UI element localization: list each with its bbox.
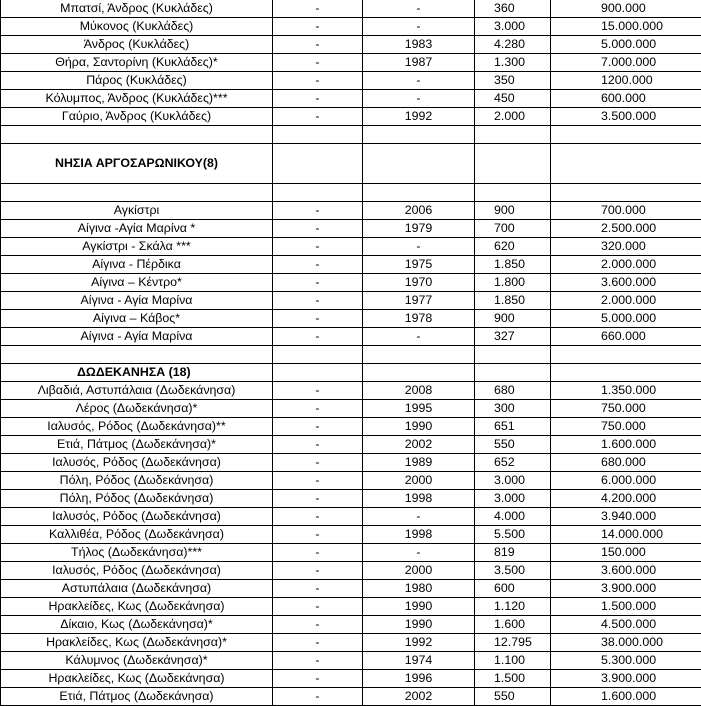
- capacity-cell: 3.000: [475, 490, 551, 508]
- type-cell: -: [273, 54, 363, 72]
- capacity-cell: 1.600: [475, 616, 551, 634]
- cost-cell: 3.940.000: [551, 508, 701, 526]
- year-cell: 1970: [363, 274, 475, 292]
- cost-cell: 1.600.000: [551, 436, 701, 454]
- capacity-cell: 1.300: [475, 54, 551, 72]
- empty-cell: [363, 184, 475, 202]
- capacity-cell: 900: [475, 310, 551, 328]
- year-cell: 1978: [363, 310, 475, 328]
- location-cell: Αίγινα – Κέντρο*: [1, 274, 273, 292]
- capacity-cell: 327: [475, 328, 551, 346]
- location-cell: Πόλη, Ρόδος (Δωδεκάνησα): [1, 490, 273, 508]
- location-cell: Ηρακλείδες, Κως (Δωδεκάνησα): [1, 598, 273, 616]
- type-cell: -: [273, 220, 363, 238]
- location-cell: Ετιά, Πάτμος (Δωδεκάνησα)*: [1, 436, 273, 454]
- year-cell: -: [363, 90, 475, 108]
- empty-cell: [475, 346, 551, 364]
- empty-cell: [363, 346, 475, 364]
- location-cell: Αίγινα - Αγία Μαρίνα: [1, 292, 273, 310]
- year-cell: 1974: [363, 652, 475, 670]
- year-cell: 2000: [363, 562, 475, 580]
- cost-cell: 3.500.000: [551, 108, 701, 126]
- capacity-cell: 4.280: [475, 36, 551, 54]
- empty-cell: [551, 126, 701, 144]
- cost-cell: 2.000.000: [551, 256, 701, 274]
- table-row: [1, 598, 701, 616]
- capacity-cell: 1.850: [475, 292, 551, 310]
- table-row: [1, 36, 701, 54]
- capacity-cell: 652: [475, 454, 551, 472]
- cost-cell: 7.000.000: [551, 54, 701, 72]
- year-cell: 2008: [363, 382, 475, 400]
- location-cell: Αγκίστρι: [1, 202, 273, 220]
- table-row: [1, 18, 701, 36]
- cost-cell: 6.000.000: [551, 472, 701, 490]
- location-cell: Μπατσί, Άνδρος (Κυκλάδες): [1, 0, 273, 18]
- type-cell: -: [273, 670, 363, 688]
- capacity-cell: 360: [475, 0, 551, 18]
- cost-cell: 2.000.000: [551, 292, 701, 310]
- type-cell: -: [273, 454, 363, 472]
- section-title: ΔΩΔΕΚΑΝΗΣΑ (18): [1, 364, 273, 382]
- capacity-cell: 4.000: [475, 508, 551, 526]
- year-cell: -: [363, 328, 475, 346]
- location-cell: Ιαλυσός, Ρόδος (Δωδεκάνησα): [1, 454, 273, 472]
- section-header-row: [1, 364, 701, 382]
- year-cell: 1992: [363, 108, 475, 126]
- type-cell: -: [273, 472, 363, 490]
- capacity-cell: 1.120: [475, 598, 551, 616]
- cost-cell: 600.000: [551, 90, 701, 108]
- location-cell: Κόλυμπος, Άνδρος (Κυκλάδες)***: [1, 90, 273, 108]
- year-cell: 2002: [363, 688, 475, 706]
- year-cell: 1979: [363, 220, 475, 238]
- empty-cell: [363, 144, 475, 184]
- capacity-cell: 1.100: [475, 652, 551, 670]
- table-row: [1, 634, 701, 652]
- cost-cell: 3.600.000: [551, 274, 701, 292]
- table-row: [1, 90, 701, 108]
- type-cell: -: [273, 418, 363, 436]
- capacity-cell: 550: [475, 436, 551, 454]
- location-cell: Λιβαδιά, Αστυπάλαια (Δωδεκάνησα): [1, 382, 273, 400]
- table-row: [1, 54, 701, 72]
- empty-cell: [1, 346, 273, 364]
- cost-cell: 900.000: [551, 0, 701, 18]
- year-cell: 1975: [363, 256, 475, 274]
- cost-cell: 5.000.000: [551, 36, 701, 54]
- capacity-cell: 1.850: [475, 256, 551, 274]
- year-cell: 2000: [363, 472, 475, 490]
- cost-cell: 700.000: [551, 202, 701, 220]
- table-row: [1, 274, 701, 292]
- type-cell: -: [273, 256, 363, 274]
- table-row: [1, 472, 701, 490]
- year-cell: 1983: [363, 36, 475, 54]
- location-cell: Άνδρος (Κυκλάδες): [1, 36, 273, 54]
- capacity-cell: 620: [475, 238, 551, 256]
- location-cell: Κάλυμνος (Δωδεκάνησα)*: [1, 652, 273, 670]
- table-row: [1, 454, 701, 472]
- capacity-cell: 900: [475, 202, 551, 220]
- type-cell: -: [273, 544, 363, 562]
- capacity-cell: 3.000: [475, 18, 551, 36]
- cost-cell: 4.500.000: [551, 616, 701, 634]
- table-row: [1, 256, 701, 274]
- year-cell: 1990: [363, 616, 475, 634]
- table-row: [1, 202, 701, 220]
- year-cell: 1990: [363, 418, 475, 436]
- table-row: [1, 616, 701, 634]
- year-cell: 1989: [363, 454, 475, 472]
- location-cell: Πάρος (Κυκλάδες): [1, 72, 273, 90]
- type-cell: -: [273, 108, 363, 126]
- empty-cell: [551, 184, 701, 202]
- location-cell: Καλλιθέα, Ρόδος (Δωδεκάνησα): [1, 526, 273, 544]
- year-cell: -: [363, 238, 475, 256]
- location-cell: Αγκίστρι - Σκάλα ***: [1, 238, 273, 256]
- cost-cell: 320.000: [551, 238, 701, 256]
- empty-cell: [551, 144, 701, 184]
- table-row: [1, 562, 701, 580]
- capacity-cell: 680: [475, 382, 551, 400]
- cost-cell: 3.900.000: [551, 580, 701, 598]
- type-cell: -: [273, 562, 363, 580]
- empty-cell: [551, 346, 701, 364]
- cost-cell: 750.000: [551, 418, 701, 436]
- table-row: [1, 508, 701, 526]
- table-row: [1, 238, 701, 256]
- type-cell: -: [273, 508, 363, 526]
- capacity-cell: 651: [475, 418, 551, 436]
- table-row: [1, 670, 701, 688]
- year-cell: 1977: [363, 292, 475, 310]
- empty-cell: [273, 346, 363, 364]
- cost-cell: 1.350.000: [551, 382, 701, 400]
- empty-cell: [551, 364, 701, 382]
- table-row: [1, 436, 701, 454]
- location-cell: Ετιά, Πάτμος (Δωδεκάνησα): [1, 688, 273, 706]
- table-row: [1, 382, 701, 400]
- location-cell: Ιαλυσός, Ρόδος (Δωδεκάνησα): [1, 562, 273, 580]
- section-header-row: [1, 144, 701, 184]
- empty-cell: [363, 364, 475, 382]
- cost-cell: 15.000.000: [551, 18, 701, 36]
- type-cell: -: [273, 382, 363, 400]
- year-cell: -: [363, 72, 475, 90]
- location-cell: Αίγινα - Αγία Μαρίνα: [1, 328, 273, 346]
- capacity-cell: 2.000: [475, 108, 551, 126]
- empty-cell: [475, 364, 551, 382]
- table-row: [1, 400, 701, 418]
- empty-cell: [1, 126, 273, 144]
- type-cell: -: [273, 328, 363, 346]
- year-cell: 2002: [363, 436, 475, 454]
- table-row: [1, 526, 701, 544]
- location-cell: Αίγινα – Κάβος*: [1, 310, 273, 328]
- location-cell: Αίγινα -Αγία Μαρίνα *: [1, 220, 273, 238]
- type-cell: -: [273, 274, 363, 292]
- type-cell: -: [273, 526, 363, 544]
- location-cell: Ιαλυσός, Ρόδος (Δωδεκάνησα): [1, 508, 273, 526]
- capacity-cell: 5.500: [475, 526, 551, 544]
- capacity-cell: 3.500: [475, 562, 551, 580]
- cost-cell: 680.000: [551, 454, 701, 472]
- section-title: ΝΗΣΙΑ ΑΡΓΟΣΑΡΩΝΙΚΟΥ(8): [1, 144, 273, 184]
- empty-cell: [273, 364, 363, 382]
- type-cell: -: [273, 616, 363, 634]
- type-cell: -: [273, 90, 363, 108]
- location-cell: Ηρακλείδες, Κως (Δωδεκάνησα): [1, 670, 273, 688]
- table-row: [1, 72, 701, 90]
- cost-cell: 38.000.000: [551, 634, 701, 652]
- table-row: [1, 108, 701, 126]
- table-row: [1, 544, 701, 562]
- table-row: [1, 652, 701, 670]
- type-cell: -: [273, 436, 363, 454]
- location-cell: Δίκαιο, Κως (Δωδεκάνησα)*: [1, 616, 273, 634]
- capacity-cell: 600: [475, 580, 551, 598]
- blank-row: [1, 184, 701, 202]
- location-cell: Αίγινα - Πέρδικα: [1, 256, 273, 274]
- type-cell: -: [273, 688, 363, 706]
- year-cell: 1987: [363, 54, 475, 72]
- capacity-cell: 1.800: [475, 274, 551, 292]
- capacity-cell: 300: [475, 400, 551, 418]
- cost-cell: 3.600.000: [551, 562, 701, 580]
- location-cell: Θήρα, Σαντορίνη (Κυκλάδες)*: [1, 54, 273, 72]
- type-cell: -: [273, 36, 363, 54]
- empty-cell: [273, 126, 363, 144]
- cost-cell: 4.200.000: [551, 490, 701, 508]
- cost-cell: 150.000: [551, 544, 701, 562]
- type-cell: -: [273, 598, 363, 616]
- year-cell: 1992: [363, 634, 475, 652]
- cost-cell: 5.000.000: [551, 310, 701, 328]
- type-cell: -: [273, 292, 363, 310]
- year-cell: -: [363, 544, 475, 562]
- type-cell: -: [273, 652, 363, 670]
- type-cell: -: [273, 72, 363, 90]
- location-cell: Γαύριο, Άνδρος (Κυκλάδες): [1, 108, 273, 126]
- empty-cell: [475, 184, 551, 202]
- capacity-cell: 700: [475, 220, 551, 238]
- type-cell: -: [273, 0, 363, 18]
- location-cell: Λέρος (Δωδεκάνησα)*: [1, 400, 273, 418]
- cost-cell: 14.000.000: [551, 526, 701, 544]
- type-cell: -: [273, 238, 363, 256]
- year-cell: 2006: [363, 202, 475, 220]
- cost-cell: 1.600.000: [551, 688, 701, 706]
- capacity-cell: 12.795: [475, 634, 551, 652]
- blank-row: [1, 346, 701, 364]
- capacity-cell: 450: [475, 90, 551, 108]
- table-row: [1, 328, 701, 346]
- cost-cell: 1.500.000: [551, 598, 701, 616]
- table-row: [1, 310, 701, 328]
- type-cell: -: [273, 310, 363, 328]
- year-cell: -: [363, 18, 475, 36]
- type-cell: -: [273, 202, 363, 220]
- capacity-cell: 1.500: [475, 670, 551, 688]
- table-row: [1, 418, 701, 436]
- location-cell: Αστυπάλαια (Δωδεκάνησα): [1, 580, 273, 598]
- blank-row: [1, 126, 701, 144]
- type-cell: -: [273, 400, 363, 418]
- empty-cell: [273, 144, 363, 184]
- year-cell: 1998: [363, 490, 475, 508]
- empty-cell: [1, 184, 273, 202]
- year-cell: 1996: [363, 670, 475, 688]
- type-cell: -: [273, 18, 363, 36]
- location-cell: Τήλος (Δωδεκάνησα)***: [1, 544, 273, 562]
- year-cell: 1980: [363, 580, 475, 598]
- cost-cell: 3.900.000: [551, 670, 701, 688]
- location-cell: Πόλη, Ρόδος (Δωδεκάνησα): [1, 472, 273, 490]
- empty-cell: [363, 126, 475, 144]
- table-row: [1, 490, 701, 508]
- type-cell: -: [273, 490, 363, 508]
- table-row: [1, 0, 701, 18]
- cost-cell: 750.000: [551, 400, 701, 418]
- empty-cell: [475, 144, 551, 184]
- table-row: [1, 220, 701, 238]
- year-cell: -: [363, 0, 475, 18]
- year-cell: 1995: [363, 400, 475, 418]
- capacity-cell: 819: [475, 544, 551, 562]
- table-row: [1, 292, 701, 310]
- table-row: [1, 580, 701, 598]
- empty-cell: [475, 126, 551, 144]
- year-cell: -: [363, 508, 475, 526]
- year-cell: 1998: [363, 526, 475, 544]
- location-cell: Ιαλυσός, Ρόδος (Δωδεκάνησα)**: [1, 418, 273, 436]
- location-cell: Μύκονος (Κυκλάδες): [1, 18, 273, 36]
- year-cell: 1990: [363, 598, 475, 616]
- cost-cell: 1200.000: [551, 72, 701, 90]
- cost-cell: 2.500.000: [551, 220, 701, 238]
- empty-cell: [273, 184, 363, 202]
- cost-cell: 5.300.000: [551, 652, 701, 670]
- type-cell: -: [273, 580, 363, 598]
- capacity-cell: 350: [475, 72, 551, 90]
- type-cell: -: [273, 634, 363, 652]
- capacity-cell: 550: [475, 688, 551, 706]
- cost-cell: 660.000: [551, 328, 701, 346]
- table-body: [1, 0, 701, 706]
- location-cell: Ηρακλείδες, Κως (Δωδεκάνησα)*: [1, 634, 273, 652]
- capacity-cell: 3.000: [475, 472, 551, 490]
